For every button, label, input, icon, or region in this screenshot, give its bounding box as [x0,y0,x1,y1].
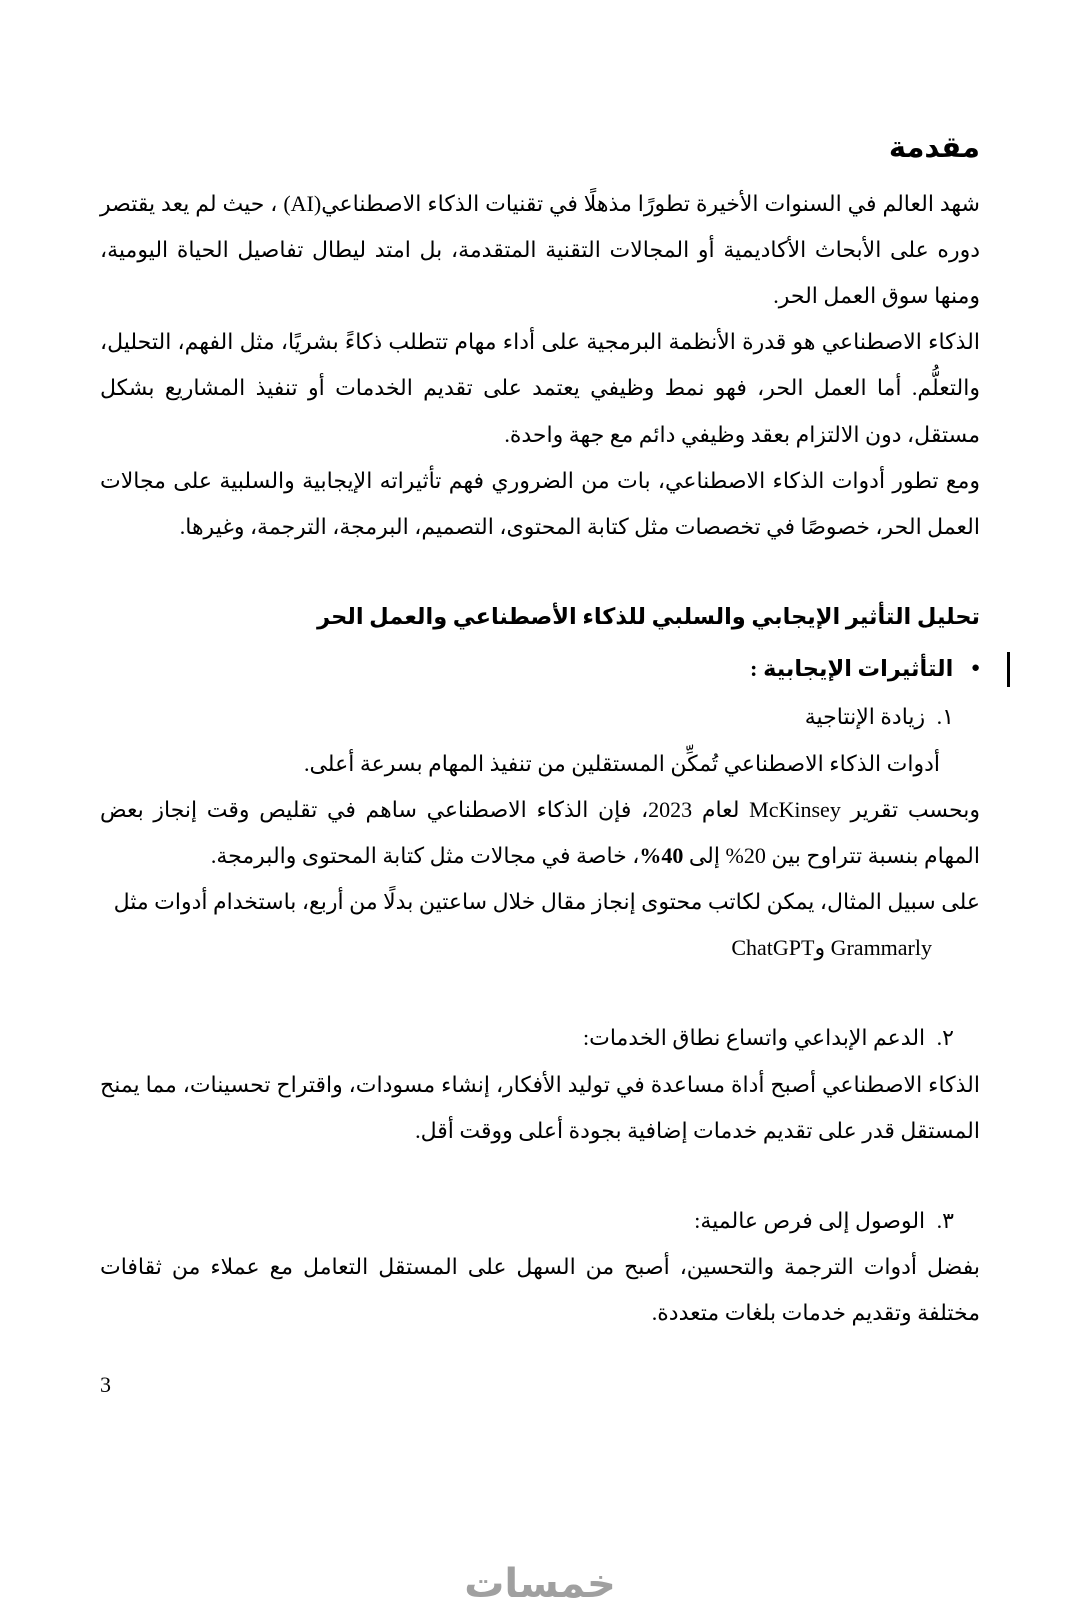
bullet-item [100,645,980,692]
intro-title: مقدمة [888,132,980,164]
page-number: 3 [100,1372,111,1397]
intro-paragraph-1: شهد العالم في السنوات الأخيرة تطورًا مذهلًا في تقنيات الذكاء الاصطناعي(AI) ، حيث لم يعد يقتصر دوره على الأبحاث الأكاديمية أو المجالات التقنية المتقدمة، بل امتد ليطال تفاصيل الحياة اليومية، ومنها سوق العمل الحر. [100,190,980,308]
item-title: زيادة الإنتاجية [804,704,926,730]
item-body-bold: 40% [639,842,684,868]
item-body: الذكاء الاصطناعي أصبح أداة مساعدة في توليد الأفكار، إنشاء مسودات، واقتراح تحسينات، مما يمنح المستقل قدر على تقديم خدمات إضافية بجودة أعلى ووقت أقل. [100,1071,980,1143]
item-title: الدعم الإبداعي واتساع نطاق الخدمات: [583,1025,926,1051]
numbered-item-1 [100,694,980,971]
numbered-item-2 [100,1015,980,1154]
item-body: على سبيل المثال، يمكن لكاتب محتوى إنجاز مقال خلال ساعتين بدلًا من أربع، باستخدام أدوات مثل [113,889,980,915]
item-body: أدوات الذكاء الاصطناعي تُمكِّن المستقلين من تنفيذ المهام بسرعة أعلى. [303,750,940,776]
item-title: الوصول إلى فرص عالمية: [694,1208,926,1234]
bullet-label: التأثيرات الإيجابية : [749,656,954,682]
item-number: ١. [936,704,954,730]
item-heading [100,694,980,740]
tools-line: Grammarly وChatGPT [731,935,932,961]
item-body-text: ، خاصة في مجالات مثل كتابة المحتوى والبرمجة. [210,842,640,868]
item-body [100,787,980,879]
item-number: ٣. [936,1208,954,1234]
bullet-icon: ● [970,660,980,677]
section-heading: تحليل التأثير الإيجابي والسلبي للذكاء الأصطناعي والعمل الحر [317,604,980,630]
item-heading [100,1198,980,1244]
item-body: بفضل أدوات الترجمة والتحسين، أصبح من السهل على المستقل التعامل مع عملاء من ثقافات مختلفة وتقديم خدمات بلغات متعددة. [100,1254,980,1326]
item-body-text: وبحسب تقرير McKinsey لعام 2023، فإن الذكاء الاصطناعي ساهم في تقليص وقت إنجاز بعض المهام بنسبة تتراوح بين 20% إلى [100,796,981,868]
intro-paragraph-2: الذكاء الاصطناعي هو قدرة الأنظمة البرمجية على أداء مهام تتطلب ذكاءً بشريًا، مثل الفهم، التحليل، والتعلُّم. أما العمل الحر، فهو نمط وظيفي يعتمد على تقديم الخدمات أو تنفيذ المشاريع بشكل مستقل، دون الالتزام بعقد وظيفي دائم مع جهة واحدة. [100,329,980,447]
intro-paragraph-3: ومع تطور أدوات الذكاء الاصطناعي، بات من الضروري فهم تأثيراته الإيجابية والسلبية على مجالات العمل الحر، خصوصًا في تخصصات مثل كتابة المحتوى، التصميم، البرمجة، الترجمة، وغيرها. [100,467,980,539]
watermark-logo: خمسات [464,1561,616,1607]
item-number: ٢. [936,1025,954,1051]
revision-bar [1007,652,1010,687]
numbered-item-3 [100,1198,980,1337]
item-heading [100,1015,980,1061]
